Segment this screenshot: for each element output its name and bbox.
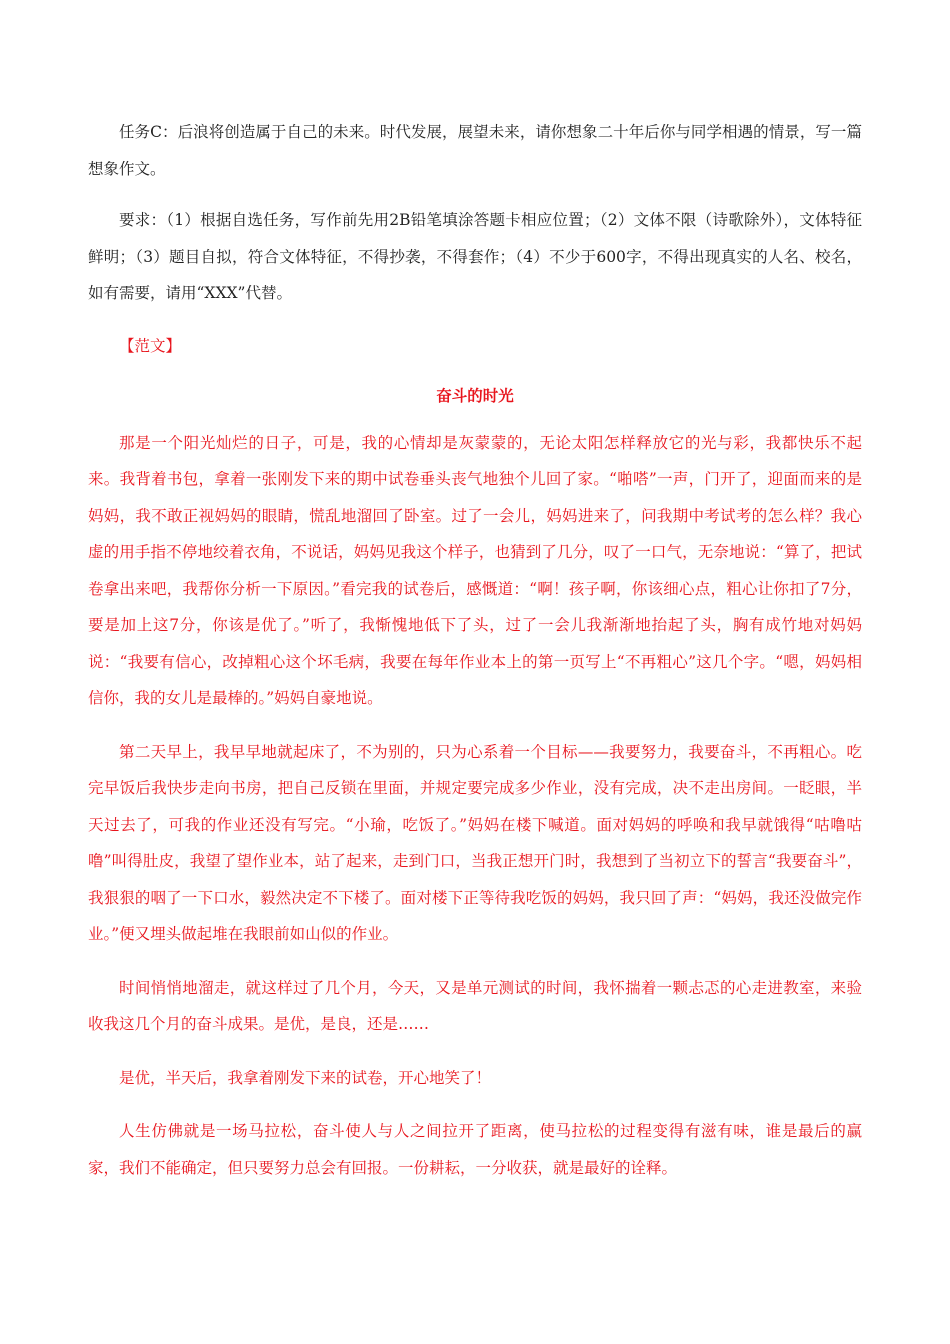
model-essay-label: 【范文】 bbox=[119, 336, 182, 355]
essay-paragraph-3: 时间悄悄地溜走，就这样过了几个月，今天，又是单元测试的时间，我怀揣着一颗忐忑的心走进教室，来验收我这几个月的奋斗成果。是优，是良，还是…… bbox=[88, 978, 862, 1033]
essay-paragraph-4: 是优，半天后，我拿着刚发下来的试卷，开心地笑了！ bbox=[119, 1068, 492, 1087]
document-page bbox=[88, 114, 862, 1186]
essay-paragraph-5: 人生仿佛就是一场马拉松，奋斗使人与人之间拉开了距离，使马拉松的过程变得有滋有味，谁是最后的赢家，我们不能确定，但只要努力总会有回报。一份耕耘，一分收获，就是最好的诠释。 bbox=[88, 1122, 862, 1177]
essay-paragraph-2: 第二天早上，我早早地就起床了，不为别的，只为心系着一个目标——我要努力，我要奋斗，不再粗心。吃完早饭后我快步走向书房，把自己反锁在里面，并规定要完成多少作业，没有完成，决不走出房间。一眨眼，半天过去了，可我的作业还没有写完。“小瑜，吃饭了。”妈妈在楼下喊道。面对妈妈的呼唤和我早就饿得“咕噜咕噜”叫得肚皮，我望了望作业本，站了起来，走到门口，当我正想开门时，我想到了当初立下的誓言“我要奋斗”，我狠狠的咽了一下口水，毅然决定不下楼了。面对楼下正等待我吃饭的妈妈，我只回了声：“妈妈，我还没做完作业。”便又埋头做起堆在我眼前如山似的作业。 bbox=[88, 742, 862, 943]
essay-title: 奋斗的时光 bbox=[436, 385, 514, 405]
requirements-paragraph: 要求：（1）根据自选任务，写作前先用2B铅笔填涂答题卡相应位置；（2）文体不限（诗歌除外），文体特征鲜明；（3）题目自拟，符合文体特征，不得抄袭，不得套作；（4）不少于600字，不得出现真实的人名、校名，如有需要，请用“XXX”代替。 bbox=[88, 211, 862, 302]
essay-paragraph-1: 那是一个阳光灿烂的日子，可是，我的心情却是灰蒙蒙的，无论太阳怎样释放它的光与彩，我都快乐不起来。我背着书包，拿着一张刚发下来的期中试卷垂头丧气地独个儿回了家。“啪嗒”一声，门开了，迎面而来的是妈妈，我不敢正视妈妈的眼睛，慌乱地溜回了卧室。过了一会儿，妈妈进来了，问我期中考试考的怎么样？我心虚的用手指不停地绞着衣角，不说话，妈妈见我这个样子，也猜到了几分，叹了一口气，无奈地说：“算了，把试卷拿出来吧，我帮你分析一下原因。”看完我的试卷后，感慨道：“啊！孩子啊，你该细心点，粗心让你扣了7分，要是加上这7分，你该是优了。”听了，我惭愧地低下了头，过了一会儿我渐渐地抬起了头，胸有成竹地对妈妈说：“我要有信心，改掉粗心这个坏毛病，我要在每年作业本上的第一页写上“不再粗心”这几个字。“嗯，妈妈相信你，我的女儿是最棒的。”妈妈自豪地说。 bbox=[88, 433, 862, 707]
task-c-paragraph: 任务C：后浪将创造属于自己的未来。时代发展，展望未来，请你想象二十年后你与同学相遇的情景，写一篇想象作文。 bbox=[88, 123, 862, 178]
